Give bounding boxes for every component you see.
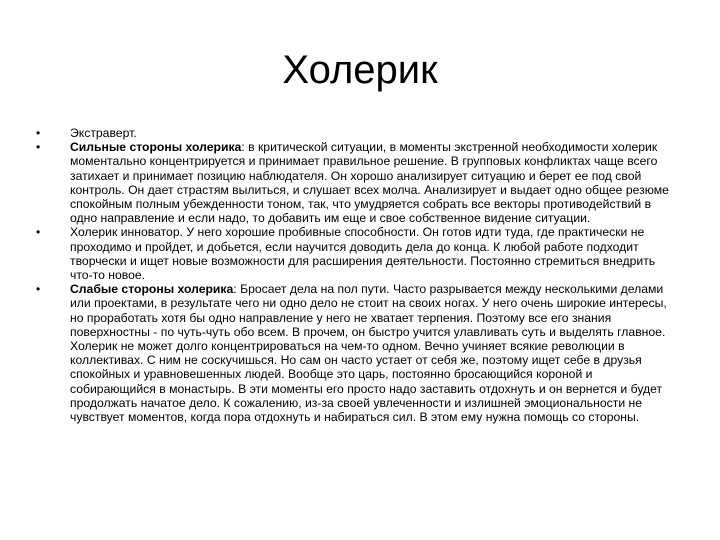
bullet-icon: • [36,225,41,240]
bullet-item-strengths [36,140,680,225]
slide-title: Холерик [282,48,438,92]
bullet-item-innovator [36,225,680,282]
bullet-text: : в критической ситуации, в моменты экстренной необходимости холерик моментально концентрируется и принимает правильное решение. В групповых конфликтах чаще всего затихает и принимает позицию наблюдателя. Он хорошо анализирует ситуацию и берет ее под свой контроль. Он дает страстям вылиться, и слушает всех молча. Анализирует и выдает одно общее резюме спокойным полным убежденности тоном, так, что умудряется собрать все векторы противодействий в одно направление и если надо, то добавить им еще и свое собственное видение ситуации. [70,140,669,226]
bullet-text: Экстраверт. [70,126,137,140]
bullet-text: : Бросает дела на пол пути. Часто разрывается между несколькими делами или проектами, в результате чего ни одно дело не стоит на своих ногах. У него очень широкие интересы, но проработать хотя бы одно направление у него не хватает терпения. Поэтому все его знания поверхностны - по чуть-чуть обо всем. В прочем, он быстро учится улавливать суть и выделять главное. Холерик не может долго концентрироваться на чем-то одном. Вечно учиняет всякие революции в коллективах. С ним не соскучишься. Но сам он часто устает от себя же, поэтому ищет себе в друзья спокойных и уравновешенных людей. Вообще это царь, постоянно бросающийся короной и собирающийся в монастырь. В эти моменты его просто надо заставить отдохнуть и он вернется и будет продолжать начатое дело. К сожалению, из-за своей увлеченности и излишней эмоциональности не чувствует моментов, когда пора отдохнуть и набираться сил. В этом ему нужна помощь со стороны. [70,282,667,425]
bullet-icon: • [36,126,41,140]
bullet-bold-text: Слабые стороны холерика [70,282,234,297]
bullet-list [36,126,680,424]
bullet-item-weaknesses [36,282,680,424]
bullet-icon: • [36,140,41,155]
bullet-icon: • [36,282,41,297]
bullet-text: Холерик инноватор. У него хорошие пробивные способности. Он готов идти туда, где практически не проходимо и пройдет, и добьется, если научится доводить дела до конца. К любой работе подходит творчески и ищет новые возможности для расширения деятельности. Постоянно стремиться внедрить что-то новое. [70,225,656,283]
bullet-bold-text: Сильные стороны холерика [70,140,242,155]
bullet-item-extravert [36,126,680,140]
